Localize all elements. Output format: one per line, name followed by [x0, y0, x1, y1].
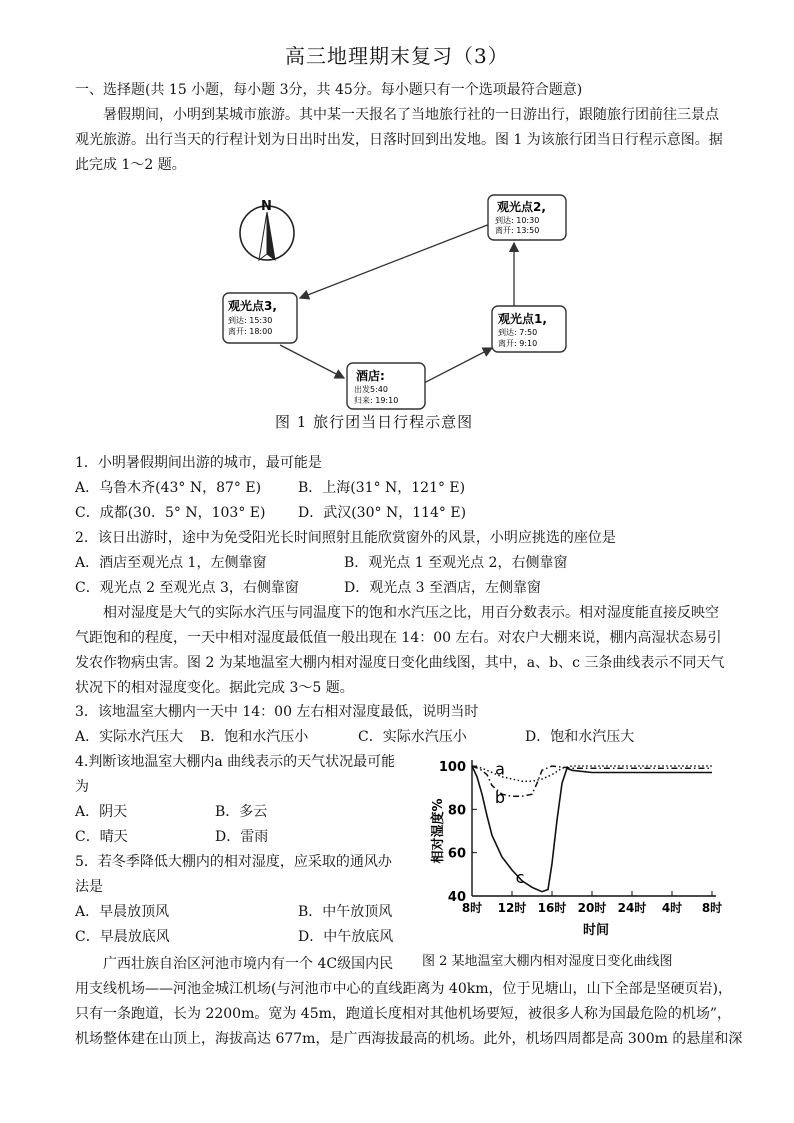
route-arrow-hotel-spot1	[422, 348, 492, 384]
q3-stem: 3．该地温室大棚内一天中 14：00 左右相对湿度最低，说明当时	[75, 704, 479, 720]
intro3-line1: 广西壮族自治区河池市境内有一个 4C级国内民	[103, 956, 394, 972]
q3-option-a: A．实际水汽压大	[75, 729, 184, 745]
figure1-caption: 图 1 旅行团当日行程示意图	[275, 413, 474, 431]
svg-text:观光点1,: 观光点1,	[498, 312, 547, 326]
chart-axes	[472, 760, 716, 896]
svg-text:到达: 15:30: 到达: 15:30	[228, 316, 273, 325]
q1-option-d: D．武汉(30° N，114° E)	[298, 505, 467, 521]
svg-text:酒店:: 酒店:	[356, 369, 385, 383]
q4-option-d: D．雷雨	[215, 829, 269, 845]
series-label-a: a	[495, 759, 505, 779]
q2-option-a: A．酒店至观光点 1，左侧靠窗	[75, 555, 267, 571]
itinerary-diagram	[220, 188, 580, 436]
intro1-line3: 此完成 1～2 题。	[75, 157, 186, 173]
q1-option-b: B．上海(31° N，121° E)	[298, 480, 466, 496]
y-tick-label: 40	[447, 890, 466, 905]
q5-option-c: C．早晨放底风	[75, 929, 170, 945]
svg-text:出发5:40: 出发5:40	[354, 385, 388, 394]
q2-option-d: D．观光点 3 至酒店，左侧靠窗	[344, 580, 542, 596]
intro2-line4: 状况下的相对湿度变化。据此完成 3～5 题。	[75, 680, 354, 696]
svg-text:到达: 7:50: 到达: 7:50	[498, 328, 538, 337]
svg-text:观光点3,: 观光点3,	[228, 299, 277, 313]
chart-series	[472, 766, 712, 892]
q2-stem: 2．该日出游时，途中为免受阳光长时间照射且能欣赏窗外的风景，小明应挑选的座位是	[75, 530, 616, 546]
figure2-caption: 图 2 某地温室大棚内相对湿度日变化曲线图	[422, 954, 673, 969]
q4-stem: 4.判断该地温室大棚内a 曲线表示的天气状况最可能	[75, 754, 396, 770]
svg-text:到达: 10:30: 到达: 10:30	[495, 216, 540, 225]
q3-option-b: B．饱和水汽压小	[200, 729, 309, 745]
series-line-b	[472, 766, 712, 796]
svg-text:离开: 18:00: 离开: 18:00	[228, 327, 273, 336]
section-header: 一、选择题(共 15 小题，每小题 3分，共 45分。每小题只有一个选项最符合题意)	[75, 82, 583, 98]
q3-option-c: C．实际水汽压小	[358, 729, 467, 745]
y-tick-label: 80	[447, 803, 466, 819]
svg-text:观光点2,: 观光点2,	[497, 200, 546, 214]
intro1-line2: 观光旅游。出行当天的行程计划为日出时出发，日落时回到出发地。图 1 为该旅行团当日行程示意图。据	[75, 132, 723, 148]
q4-option-a: A．阴天	[75, 804, 128, 820]
y-tick-label: 60	[447, 846, 466, 862]
intro3-line3: 只有一条跑道，长为 2200m。宽为 45m，跑道长度相对其他机场要短，被很多人称为国最危险的机场”，	[75, 1006, 732, 1022]
spot3-box	[223, 293, 297, 343]
spot1-box	[492, 306, 566, 352]
hotel-box	[347, 363, 425, 409]
y-tick-label: 100	[438, 760, 466, 775]
x-tick-label: 24时	[617, 901, 647, 915]
route-arrow-spot3-hotel	[280, 345, 344, 378]
x-tick-label: 20时	[577, 901, 607, 915]
svg-text:归来: 19:10: 归来: 19:10	[354, 396, 399, 405]
q4-option-b: B．多云	[215, 804, 268, 820]
q5-option-d: D．中午放底风	[298, 929, 394, 945]
q1-stem: 1．小明暑假期间出游的城市，最可能是	[75, 455, 322, 471]
q3-option-d: D．饱和水汽压大	[525, 729, 635, 745]
y-axis-label: 相对湿度%	[431, 798, 446, 864]
q5-stem-cont: 法是	[75, 879, 103, 895]
spot2-box	[488, 195, 566, 240]
q4-option-c: C．晴天	[75, 829, 128, 845]
intro2-line2: 气距饱和的程度，一天中相对湿度最低值一般出现在 14：00 左右。对农户大棚来说，棚内高湿状态易引	[75, 630, 722, 646]
svg-text:离开: 13:50: 离开: 13:50	[495, 226, 540, 235]
svg-text:离开: 9:10: 离开: 9:10	[498, 339, 538, 348]
page-title: 高三地理期末复习（3）	[285, 44, 509, 68]
humidity-chart	[420, 748, 750, 973]
intro1-line1: 暑假期间，小明到某城市旅游。其中某一天报名了当地旅行社的一日游出行，跟随旅行团前往三景点	[103, 107, 719, 123]
chart-labels	[430, 760, 722, 939]
q5-option-a: A．早晨放顶风	[75, 904, 170, 920]
intro3-line2: 用支线机场——河池金城江机场(与河池市中心的直线距离为 40km，位于见塘山，山下全部是坚硬页岩)，	[75, 981, 732, 997]
compass-icon	[240, 199, 294, 260]
route-arrow-spot2-spot3	[300, 224, 490, 298]
x-tick-label: 8时	[701, 901, 723, 915]
q5-option-b: B．中午放顶风	[298, 904, 393, 920]
intro2-line3: 发农作物病虫害。图 2 为某地温室大棚内相对湿度日变化曲线图，其中，a、b、c 三条曲线表示不同天气	[75, 655, 725, 671]
series-line-c	[472, 766, 712, 892]
q2-option-b: B．观光点 1 至观光点 2，右侧靠窗	[344, 555, 568, 571]
x-tick-label: 16时	[537, 901, 567, 915]
x-tick-label: 4时	[661, 901, 683, 915]
x-tick-label: 8时	[461, 901, 483, 915]
q1-option-c: C．成都(30．5° N，103° E)	[75, 505, 266, 521]
q5-stem: 5．若冬季降低大棚内的相对湿度，应采取的通风办	[75, 854, 392, 870]
x-axis-label: 时间	[582, 923, 610, 938]
q1-option-a: A．乌鲁木齐(43° N，87° E)	[75, 480, 262, 496]
series-label-c: c	[515, 868, 525, 887]
north-label: N	[261, 199, 272, 214]
q4-stem-cont: 为	[75, 779, 89, 795]
q2-option-c: C．观光点 2 至观光点 3，右侧靠窗	[75, 580, 299, 596]
series-label-b: b	[494, 787, 506, 807]
intro2-line1: 相对湿度是大气的实际水汽压与同温度下的饱和水汽压之比，用百分数表示。相对湿度能直接反映空	[103, 605, 719, 621]
intro3-line4: 机场整体建在山顶上，海拔高达 677m，是广西海拔最高的机场。此外，机场四周都是高 300m 的悬崖和深	[75, 1031, 743, 1047]
x-tick-label: 12时	[497, 901, 527, 915]
